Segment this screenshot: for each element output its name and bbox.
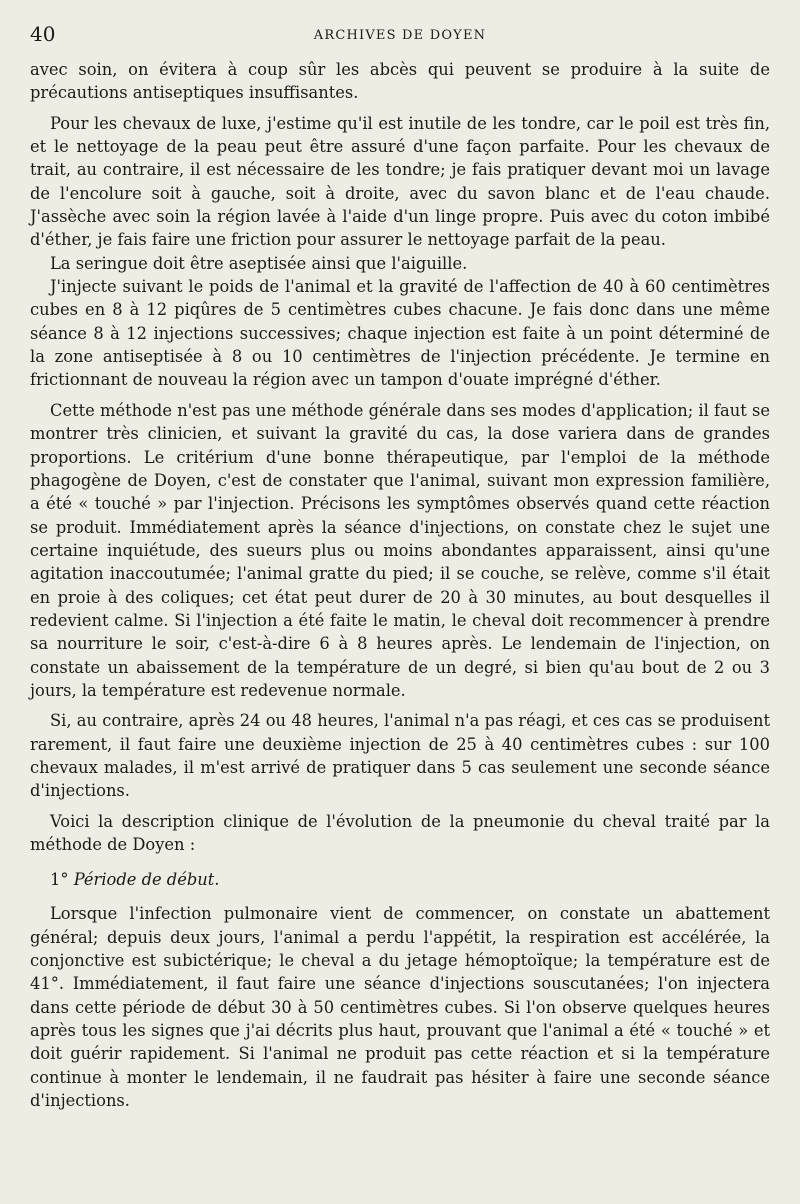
paragraph-clinical-description: Voici la description clinique de l'évolution de la pneumonie du cheval traité par la méthode de Doyen : (30, 811, 770, 854)
paragraph-continuation: avec soin, on évitera à coup sûr les abcès qui peuvent se produire à la suite de précautions antiseptiques insuffisantes. (30, 60, 770, 103)
page-number: 40 (30, 22, 56, 46)
section-title: Période de début. (73, 870, 220, 890)
paragraph-injection-dose: J'injecte suivant le poids de l'animal et la gravité de l'affection de 40 à 60 centimètres cubes en 8 à 12 piqûres de 5 centimètres cubes chacune. Je fais donc dans une même séance 8 à 12 injections successives; chaque injection est faite à un point déterminé de la zone antiseptisée à 8 ou 10 centimètres de l'injection précédente. Je termine en frictionnant de nouveau la région avec un tampon d'ouate imprégné d'éther. (30, 277, 770, 390)
paragraph-syringe: La seringue doit être aseptisée ainsi que l'aiguille. (50, 253, 468, 273)
paragraph-horse-clipping: Pour les chevaux de luxe, j'estime qu'il est inutile de les tondre, car le poil est très fin, et le nettoyage de la peau peut être assuré d'une façon parfaite. Pour les chevaux de trait, au contraire, il est nécessaire de les tondre; je fais pratiquer devant moi un lavage de l'encolure soit à gauche, soit à droite, avec du savon blanc et de l'eau chaude. J'assèche avec soin la région lavée à l'aide d'un linge propre. Puis avec du coton imbibé d'éther, je fais faire une friction pour assurer le nettoyage parfait de la peau. (30, 113, 770, 250)
running-head (30, 22, 770, 58)
section-number: 1° (50, 870, 69, 890)
paragraph-initial-period: Lorsque l'infection pulmonaire vient de commencer, on constate un abattement général; depuis deux jours, l'animal a perdu l'appétit, la respiration est accélérée, la conjonctive est subictérique; le cheval a du jetage hémoptoïque; la température est de 41°. Immédiatement, il faut faire une séance d'injections souscutanées; l'on injectera dans cette période de début 30 à 50 centimètres cubes. Si l'on observe quelques heures après tous les signes que j'ai décrits plus haut, prouvant que l'animal a été « touché » et doit guérir rapidement. Si l'animal ne produit pas cette réaction et si la température continue à monter le lendemain, il ne faudrait pas hésiter à faire une seconde séance d'injections. (30, 904, 770, 1111)
paragraph-second-injection: Si, au contraire, après 24 ou 48 heures, l'animal n'a pas réagi, et ces cas se produisent rarement, il faut faire une deuxième injection de 25 à 40 centimètres cubes : sur 100 chevaux malades, il m'est arrivé de pratiquer dans 5 cas seulement une seconde séance d'injections. (30, 711, 770, 801)
running-title: ARCHIVES DE DOYEN (313, 28, 487, 43)
section-heading (30, 868, 770, 891)
paragraph-method-reaction: Cette méthode n'est pas une méthode générale dans ses modes d'application; il faut se montrer très clinicien, et suivant la gravité du cas, la dose variera dans de grandes proportions. Le critérium d'une bonne thérapeutique, par l'emploi de la méthode phagogène de Doyen, c'est de constater que l'animal, suivant mon expression familière, a été « touché » par l'injection. Précisons les symptômes observés quand cette réaction se produit. Immédiatement après la séance d'injections, on constate chez le sujet une certaine inquiétude, des sueurs plus ou moins abondantes apparaissent, ainsi qu'une agitation inaccoutumée; l'animal gratte du pied; il se couche, se relève, comme s'il était en proie à des coliques; cet état peut durer de 20 à 30 minutes, au bout desquelles il redevient calme. Si l'injection a été faite le matin, le cheval doit recommencer à prendre sa nourriture le soir, c'est-à-dire 6 à 8 heures après. Le lendemain de l'injection, on constate un abaissement de la température de un degré, si bien qu'au bout de 2 ou 3 jours, la température est redevenue normale. (30, 400, 770, 700)
